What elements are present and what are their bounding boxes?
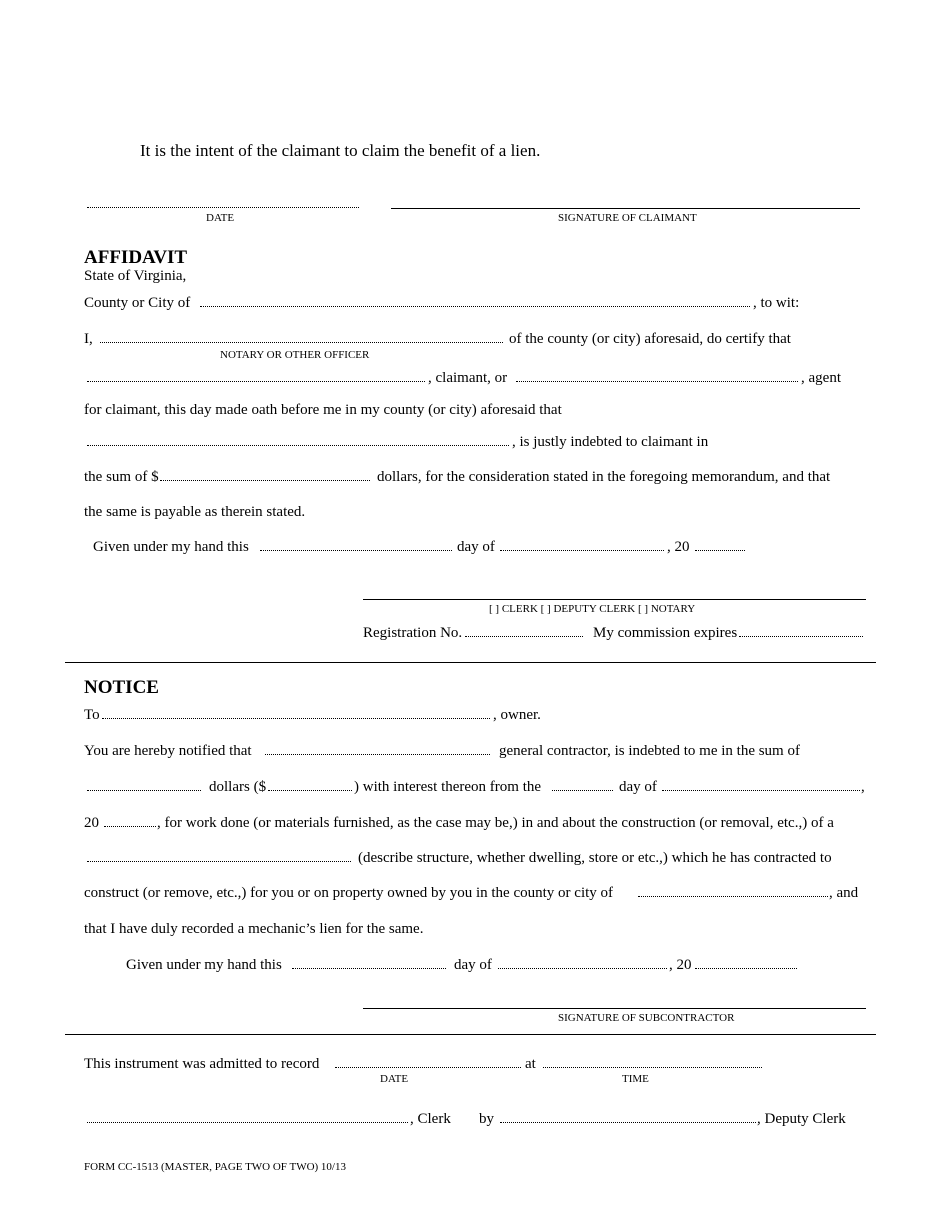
interest-year-field[interactable]: [104, 826, 156, 827]
certify-label: of the county (or city) aforesaid, do certify that: [509, 331, 791, 347]
claimant-name-field[interactable]: [87, 381, 425, 382]
contractor-indebted-text: general contractor, is indebted to me in the sum of: [499, 743, 800, 759]
notice-given-year-field[interactable]: [695, 968, 797, 969]
state-label: State of Virginia,: [84, 268, 187, 284]
claimant-or-label: , claimant, or: [428, 370, 508, 386]
notified-label: You are hereby notified that: [84, 743, 252, 759]
contractor-name-field[interactable]: [265, 754, 490, 755]
record-date-field[interactable]: [335, 1067, 521, 1068]
amount-figures-field[interactable]: [268, 790, 352, 791]
given-day-field[interactable]: [260, 550, 452, 551]
sum-label: the sum of $: [84, 469, 159, 485]
notice-county-field[interactable]: [638, 896, 828, 897]
given-dayof-label: day of: [457, 539, 495, 555]
owner-label: , owner.: [493, 707, 541, 723]
sum-field[interactable]: [160, 480, 370, 481]
interest-month-field[interactable]: [662, 790, 860, 791]
consideration-text: dollars, for the consideration stated in the foregoing memorandum, and that: [377, 469, 831, 485]
agent-label: , agent: [801, 370, 841, 386]
officer-name-field[interactable]: [100, 342, 503, 343]
claimant-signature-caption: SIGNATURE OF CLAIMANT: [558, 212, 697, 224]
payable-text: the same is payable as therein stated.: [84, 504, 306, 520]
officer-signature-line[interactable]: [363, 599, 866, 600]
agent-name-field[interactable]: [516, 381, 798, 382]
clerk-label: , Clerk: [410, 1111, 451, 1127]
claim-date-field[interactable]: [87, 207, 359, 208]
section-divider: [65, 662, 876, 663]
subcontractor-caption: SIGNATURE OF SUBCONTRACTOR: [558, 1012, 735, 1024]
dollars-label: dollars ($: [209, 779, 267, 795]
interest-day-field[interactable]: [552, 790, 613, 791]
registration-field[interactable]: [465, 636, 583, 637]
claimant-signature-line[interactable]: [391, 208, 860, 209]
notice-given-dayof-label: day of: [454, 957, 492, 973]
officer-caption: NOTARY OR OTHER OFFICER: [220, 349, 370, 361]
oath-text: for claimant, this day made oath before me in my county (or city) aforesaid that: [84, 402, 562, 418]
i-label: I,: [84, 331, 93, 347]
given-year-label: , 20: [667, 539, 690, 555]
work-text: , for work done (or materials furnished, as the case may be,) in and about the construction (or removal, etc.,) of a: [157, 815, 834, 831]
and-label: , and: [829, 885, 859, 901]
clerk-name-field[interactable]: [87, 1122, 408, 1123]
claim-date-caption: DATE: [206, 212, 235, 224]
officer-role-caption: [ ] CLERK [ ] DEPUTY CLERK [ ] NOTARY: [489, 603, 696, 615]
affidavit-heading: AFFIDAVIT: [84, 247, 188, 268]
county-field[interactable]: [200, 306, 750, 307]
amount-words-field[interactable]: [87, 790, 201, 791]
commission-label: My commission expires: [593, 625, 738, 641]
notice-given-label: Given under my hand this: [126, 957, 282, 973]
to-label: To: [84, 707, 100, 723]
admitted-label: This instrument was admitted to record: [84, 1056, 320, 1072]
form-footer: FORM CC-1513 (MASTER, PAGE TWO OF TWO) 10/13: [84, 1161, 346, 1173]
record-time-field[interactable]: [543, 1067, 762, 1068]
notice-given-month-field[interactable]: [498, 968, 667, 969]
given-label: Given under my hand this: [93, 539, 249, 555]
interest-dayof-label: day of: [619, 779, 657, 795]
notice-heading: NOTICE: [84, 677, 159, 698]
county-label: County or City of: [84, 295, 191, 311]
record-divider: [65, 1034, 876, 1035]
commission-field[interactable]: [739, 636, 863, 637]
indebted-text: , is justly indebted to claimant in: [512, 434, 709, 450]
describe-text: (describe structure, whether dwelling, store or etc.,) which he has contracted to: [358, 850, 832, 866]
intent-statement: It is the intent of the claimant to claim the benefit of a lien.: [140, 141, 541, 160]
by-label: by: [479, 1111, 494, 1127]
owner-name-field[interactable]: [102, 718, 490, 719]
notice-given-day-field[interactable]: [292, 968, 446, 969]
structure-field[interactable]: [87, 861, 351, 862]
record-time-caption: TIME: [622, 1073, 649, 1085]
at-label: at: [525, 1056, 536, 1072]
interest-comma: ,: [861, 779, 865, 795]
record-date-caption: DATE: [380, 1073, 409, 1085]
deputy-clerk-label: , Deputy Clerk: [757, 1111, 846, 1127]
deputy-clerk-field[interactable]: [500, 1122, 756, 1123]
construct-text: construct (or remove, etc.,) for you or on property owned by you in the county or city of: [84, 885, 614, 901]
subcontractor-signature-line[interactable]: [363, 1008, 866, 1009]
notice-given-year-label: , 20: [669, 957, 692, 973]
to-wit-label: , to wit:: [753, 295, 800, 311]
registration-label: Registration No.: [363, 625, 463, 641]
given-month-field[interactable]: [500, 550, 664, 551]
debtor-name-field[interactable]: [87, 445, 509, 446]
interest-label: ) with interest thereon from the: [354, 779, 542, 795]
recorded-text: that I have duly recorded a mechanic’s lien for the same.: [84, 921, 424, 937]
year-label: 20: [84, 815, 99, 831]
given-year-field[interactable]: [695, 550, 745, 551]
